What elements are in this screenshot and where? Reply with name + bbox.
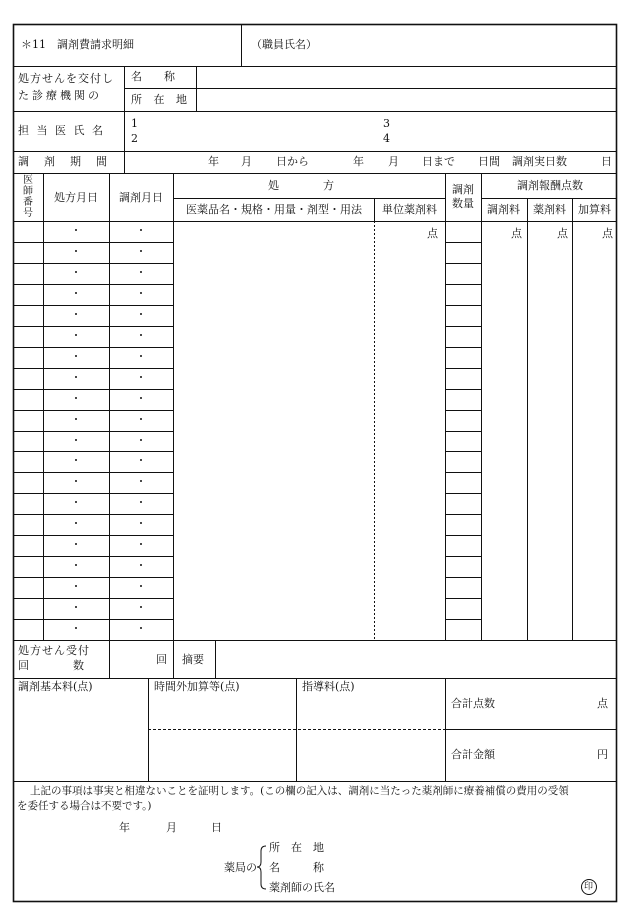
rx-date-separator: ・: [70, 308, 82, 321]
cert-year: 年: [119, 821, 130, 834]
total-points-label: 合計点数: [451, 697, 495, 710]
period-from-day: 日から: [276, 155, 309, 168]
doctor-no-header-2: 師: [23, 186, 33, 197]
rx-date-separator: ・: [70, 392, 82, 405]
disp-date-separator: ・: [135, 371, 147, 384]
receipt-count-label-line2: 回 数: [18, 659, 84, 672]
doctor-no-header-4: 号: [23, 208, 33, 219]
prescription-header: 処 方: [268, 179, 334, 192]
disp-date-separator: ・: [135, 392, 147, 405]
period-from-year: 年: [208, 155, 219, 168]
clinic-label-line1: 処方せんを交付し: [18, 72, 114, 85]
unit-fee-header: 単位薬剤料: [382, 203, 437, 216]
period-from-month: 月: [241, 155, 252, 168]
receipt-times-unit: 回: [156, 653, 167, 666]
rx-date-separator: ・: [70, 266, 82, 279]
doctor-number-4: 4: [383, 132, 390, 145]
unit-fee-point-unit: 点: [427, 227, 438, 240]
clinic-name-label: 名 称: [131, 70, 175, 83]
rx-date-separator: ・: [70, 224, 82, 237]
period-to-day: 日まで: [422, 155, 455, 168]
actual-days-label: 調剤実日数: [512, 155, 567, 168]
doctor-number-2: 2: [131, 132, 138, 145]
drug-detail-header: 医薬品名・規格・用量・剤型・用法: [186, 203, 362, 216]
disp-date-separator: ・: [135, 622, 147, 635]
disp-date-separator: ・: [135, 517, 147, 530]
rx-date-header: 処方月日: [54, 191, 98, 204]
disp-date-separator: ・: [135, 454, 147, 467]
total-amount-unit: 円: [597, 748, 608, 761]
rx-date-separator: ・: [70, 329, 82, 342]
clinic-label-line2: た診療機関の: [18, 89, 102, 102]
doctor-name-label: 担 当 医 氏 名: [18, 124, 105, 137]
seal-mark: 印: [584, 882, 594, 892]
doctor-number-3: 3: [383, 117, 390, 130]
disp-date-separator: ・: [135, 287, 147, 300]
disp-date-header: 調剤月日: [119, 191, 163, 204]
form-number-title: ＊11 調剤費請求明細: [21, 38, 134, 51]
total-points-unit: 点: [597, 697, 608, 710]
drug-point-unit: 点: [557, 227, 568, 240]
dispensing-fee-header: 調剤料: [487, 203, 520, 216]
cert-month: 月: [166, 821, 177, 834]
disp-date-separator: ・: [135, 413, 147, 426]
rx-date-separator: ・: [70, 601, 82, 614]
disp-date-separator: ・: [135, 434, 147, 447]
addition-point-unit: 点: [602, 227, 613, 240]
rx-date-separator: ・: [70, 287, 82, 300]
disp-date-separator: ・: [135, 329, 147, 342]
qty-header-line1: 調剤: [452, 183, 474, 196]
rx-date-separator: ・: [70, 538, 82, 551]
rx-date-separator: ・: [70, 580, 82, 593]
addition-fee-header: 加算料: [578, 203, 611, 216]
doctor-no-header-1: 医: [23, 175, 33, 186]
staff-name-field[interactable]: （職員氏名）: [251, 38, 317, 51]
disp-date-separator: ・: [135, 538, 147, 551]
disp-date-separator: ・: [135, 245, 147, 258]
disp-date-separator: ・: [135, 601, 147, 614]
rx-date-separator: ・: [70, 454, 82, 467]
cert-day: 日: [211, 821, 222, 834]
disp-date-separator: ・: [135, 475, 147, 488]
period-to-month: 月: [388, 155, 399, 168]
disp-date-separator: ・: [135, 224, 147, 237]
summary-label: 摘要: [182, 653, 204, 666]
rx-date-separator: ・: [70, 413, 82, 426]
pharmacy-address-label: 所 在 地: [269, 841, 324, 854]
pharmacist-name-label: 薬剤師の氏名: [269, 881, 335, 894]
rx-date-separator: ・: [70, 371, 82, 384]
rx-date-separator: ・: [70, 434, 82, 447]
certification-line1: 上記の事項は事実と相違ないことを証明します。(この欄の記入は、調剤に当たった薬剤師に療養補償の費用の受領: [30, 785, 569, 797]
disp-date-separator: ・: [135, 308, 147, 321]
rx-date-separator: ・: [70, 622, 82, 635]
pharmacy-label: 薬局の: [224, 861, 257, 874]
doctor-no-header-3: 番: [23, 197, 33, 208]
doctor-number-1: 1: [131, 117, 138, 130]
certification-line2: を委任する場合は不要です。): [17, 800, 152, 812]
disp-date-separator: ・: [135, 350, 147, 363]
guidance-fee-label: 指導料(点): [302, 680, 355, 693]
rx-date-separator: ・: [70, 245, 82, 258]
rx-date-separator: ・: [70, 559, 82, 572]
pharmacy-name-label: 名 称: [269, 861, 324, 874]
receipt-count-label-line1: 処方せん受付: [18, 644, 90, 657]
rx-date-separator: ・: [70, 475, 82, 488]
dispensing-point-unit: 点: [511, 227, 522, 240]
disp-date-separator: ・: [135, 266, 147, 279]
period-days-label: 日間: [478, 155, 500, 168]
actual-days-unit: 日: [601, 155, 612, 168]
basic-fee-label: 調剤基本料(点): [18, 680, 93, 693]
period-to-year: 年: [353, 155, 364, 168]
points-header: 調剤報酬点数: [517, 179, 583, 192]
rx-date-separator: ・: [70, 496, 82, 509]
rx-date-separator: ・: [70, 517, 82, 530]
drug-fee-header: 薬剤料: [533, 203, 566, 216]
disp-date-separator: ・: [135, 496, 147, 509]
overtime-fee-label: 時間外加算等(点): [154, 680, 240, 693]
period-label: 調 剤 期 間: [18, 155, 109, 168]
qty-header-line2: 数量: [452, 197, 474, 210]
disp-date-separator: ・: [135, 580, 147, 593]
rx-date-separator: ・: [70, 350, 82, 363]
total-amount-label: 合計金額: [451, 748, 495, 761]
disp-date-separator: ・: [135, 559, 147, 572]
clinic-address-label: 所 在 地: [131, 93, 191, 106]
